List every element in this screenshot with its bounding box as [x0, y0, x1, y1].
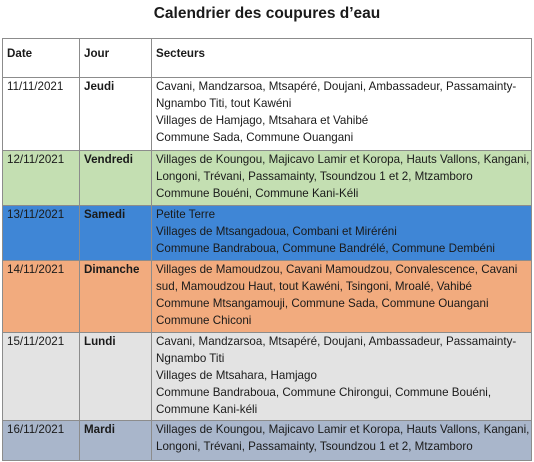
day-cell: Samedi [80, 206, 152, 261]
day-cell: Vendredi [80, 151, 152, 206]
table-row [3, 333, 532, 421]
column-header-jour: Jour [80, 39, 152, 78]
date-cell: 11/11/2021 [3, 78, 80, 151]
sectors-cell [152, 78, 532, 151]
day-cell: Jeudi [80, 78, 152, 151]
sector-line: Cavani, Mandzarsoa, Mtsapéré, Doujani, Ambassadeur, Passamainty- [156, 335, 517, 348]
table-row [3, 421, 532, 461]
sector-line: Petite Terre [156, 208, 216, 221]
sector-line: Commune Bandraboua, Commune Bandrélé, Commune Dembéni [156, 242, 495, 255]
date-cell: 12/11/2021 [3, 151, 80, 206]
day-cell: Lundi [80, 333, 152, 421]
sector-line: Villages de Mtsahara, Hamjago [156, 369, 317, 382]
sectors-cell [152, 421, 532, 461]
sector-line: Longoni, Trévani, Passamainty, Tsoundzou 1 et 2, Mtzamboro [156, 440, 473, 453]
sector-line: Villages de Mamoudzou, Cavani Mamoudzou, Convalescence, Cavani [156, 263, 518, 276]
sector-line: Commune Mtsangamouji, Commune Sada, Commune Ouangani [156, 297, 489, 310]
table-row [3, 151, 532, 206]
column-header-date: Date [3, 39, 80, 78]
sector-line: Commune Sada, Commune Ouangani [156, 131, 354, 144]
sector-line: Ngnambo Titi [156, 352, 225, 365]
sectors-cell [152, 206, 532, 261]
table-row [3, 78, 532, 151]
page-title: Calendrier des coupures d’eau [153, 5, 381, 22]
sector-line: Villages de Hamjago, Mtsahara et Vahibé [156, 114, 369, 127]
table-row [3, 206, 532, 261]
schedule-table [2, 38, 532, 461]
table-body [3, 78, 532, 461]
table-header-row [3, 39, 532, 78]
date-cell: 16/11/2021 [3, 421, 80, 461]
sector-line: Villages de Mtsangadoua, Combani et Miréréni [156, 225, 397, 238]
sector-line: Longoni, Trévani, Passamainty, Tsoundzou 1 et 2, Mtzamboro [156, 170, 473, 183]
sector-line: Commune Kani-kéli [156, 403, 258, 416]
sector-line: Commune Chiconi [156, 314, 252, 327]
sector-line: sud, Mamoudzou Haut, tout Kawéni, Tsingoni, Mroalé, Vahibé [156, 280, 473, 293]
sector-line: Commune Bouéni, Commune Kani-Kéli [156, 187, 359, 200]
column-header-secteurs: Secteurs [152, 39, 532, 78]
sectors-cell [152, 151, 532, 206]
date-cell: 14/11/2021 [3, 261, 80, 333]
sector-line: Ngnambo Titi, tout Kawéni [156, 97, 292, 110]
date-cell: 15/11/2021 [3, 333, 80, 421]
sector-line: Villages de Koungou, Majicavo Lamir et Koropa, Hauts Vallons, Kangani, [156, 153, 530, 166]
date-cell: 13/11/2021 [3, 206, 80, 261]
day-cell: Mardi [80, 421, 152, 461]
sectors-cell [152, 261, 532, 333]
sector-line: Villages de Koungou, Majicavo Lamir et Koropa, Hauts Vallons, Kangani, [156, 423, 530, 436]
sector-line: Commune Bandraboua, Commune Chirongui, Commune Bouéni, [156, 386, 492, 399]
sectors-cell [152, 333, 532, 421]
table-row [3, 261, 532, 333]
sector-line: Cavani, Mandzarsoa, Mtsapéré, Doujani, Ambassadeur, Passamainty- [156, 80, 517, 93]
day-cell: Dimanche [80, 261, 152, 333]
